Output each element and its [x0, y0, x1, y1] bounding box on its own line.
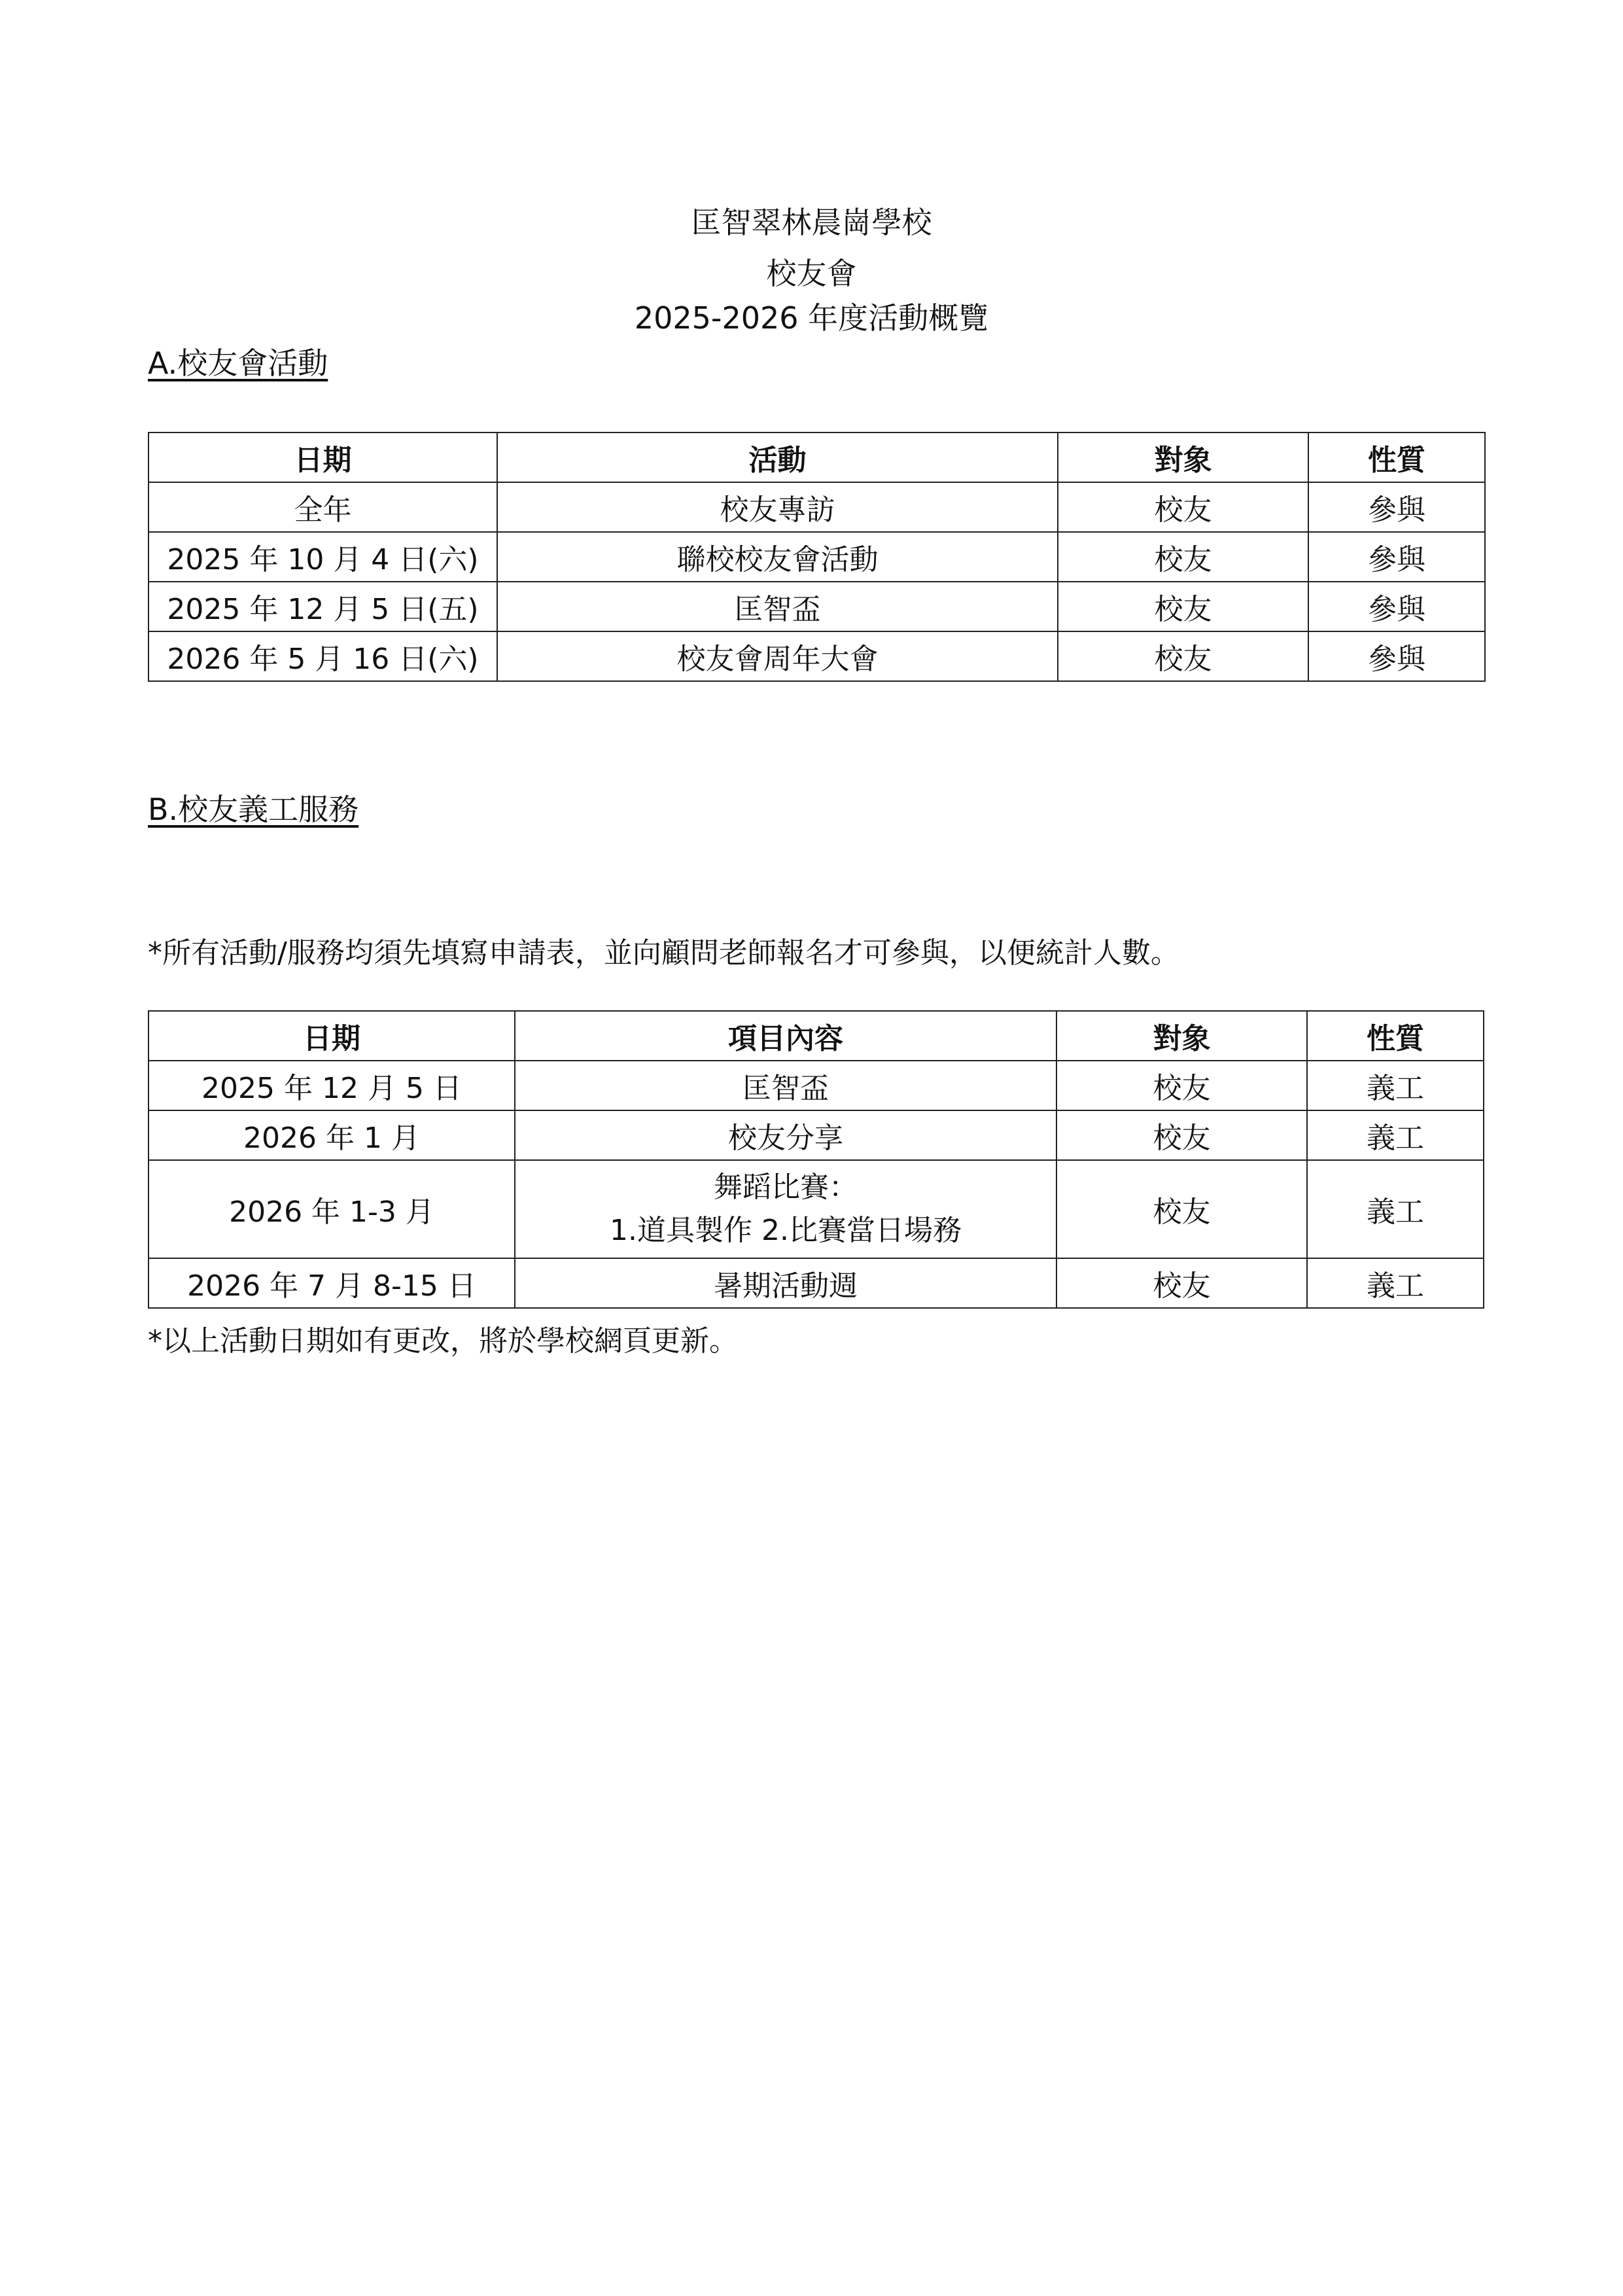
cell-activity: 聯校校友會活動 — [497, 532, 1058, 582]
cell-target: 校友 — [1058, 482, 1308, 532]
cell-nature: 義工 — [1307, 1160, 1484, 1258]
cell-target: 校友 — [1056, 1258, 1307, 1308]
cell-nature: 參與 — [1308, 482, 1485, 532]
cell-nature: 參與 — [1308, 582, 1485, 631]
column-header-date: 日期 — [148, 433, 497, 482]
cell-item: 匡智盃 — [515, 1061, 1056, 1110]
cell-date: 2026 年 1-3 月 — [148, 1160, 515, 1258]
cell-item: 校友分享 — [515, 1110, 1056, 1160]
cell-target: 校友 — [1056, 1061, 1307, 1110]
column-header-date: 日期 — [148, 1011, 515, 1061]
date-change-note: *以上活動日期如有更改，將於學校網頁更新。 — [148, 1324, 738, 1358]
cell-date: 2026 年 5 月 16 日(六) — [148, 631, 497, 681]
cell-item — [515, 1160, 1056, 1258]
column-header-target: 對象 — [1056, 1011, 1307, 1061]
cell-activity: 校友專訪 — [497, 482, 1058, 532]
table-row — [148, 1258, 1484, 1308]
cell-date: 全年 — [148, 482, 497, 532]
cell-activity: 匡智盃 — [497, 582, 1058, 631]
cell-item-line-2: 1.道具製作 2.比賽當日場務 — [610, 1214, 962, 1247]
table-header-row — [148, 433, 1485, 482]
cell-target: 校友 — [1058, 631, 1308, 681]
table-row — [148, 532, 1485, 582]
cell-target: 校友 — [1058, 582, 1308, 631]
section-b-heading: B.校友義工服務 — [148, 792, 359, 827]
alumni-activities-table — [148, 432, 1486, 682]
cell-date: 2025 年 12 月 5 日(五) — [148, 582, 497, 631]
cell-date: 2026 年 1 月 — [148, 1110, 515, 1160]
volunteer-services-table — [148, 1010, 1484, 1309]
table-row — [148, 482, 1485, 532]
document-title: 2025-2026 年度活動概覽 — [634, 300, 989, 336]
section-a-heading: A.校友會活動 — [148, 345, 328, 381]
column-header-target: 對象 — [1058, 433, 1308, 482]
column-header-nature: 性質 — [1308, 433, 1485, 482]
table-row — [148, 631, 1485, 681]
registration-note: *所有活動/服務均須先填寫申請表，並向顧問老師報名才可參與，以便統計人數。 — [148, 936, 1179, 970]
cell-target: 校友 — [1058, 532, 1308, 582]
school-name: 匡智翠林晨崗學校 — [691, 205, 932, 240]
cell-date: 2026 年 7 月 8-15 日 — [148, 1258, 515, 1308]
cell-item: 暑期活動週 — [515, 1258, 1056, 1308]
column-header-activity: 活動 — [497, 433, 1058, 482]
column-header-nature: 性質 — [1307, 1011, 1484, 1061]
cell-nature: 參與 — [1308, 532, 1485, 582]
cell-item-line-1: 舞蹈比賽： — [714, 1171, 858, 1204]
cell-activity: 校友會周年大會 — [497, 631, 1058, 681]
table-row — [148, 1061, 1484, 1110]
table-row — [148, 582, 1485, 631]
table-row — [148, 1110, 1484, 1160]
cell-date: 2025 年 10 月 4 日(六) — [148, 532, 497, 582]
cell-nature: 義工 — [1307, 1110, 1484, 1160]
cell-nature: 義工 — [1307, 1258, 1484, 1308]
cell-target: 校友 — [1056, 1160, 1307, 1258]
cell-nature: 義工 — [1307, 1061, 1484, 1110]
cell-date: 2025 年 12 月 5 日 — [148, 1061, 515, 1110]
cell-target: 校友 — [1056, 1110, 1307, 1160]
org-name: 校友會 — [766, 256, 857, 291]
column-header-item: 項目內容 — [515, 1011, 1056, 1061]
cell-nature: 參與 — [1308, 631, 1485, 681]
table-header-row — [148, 1011, 1484, 1061]
table-row — [148, 1160, 1484, 1258]
